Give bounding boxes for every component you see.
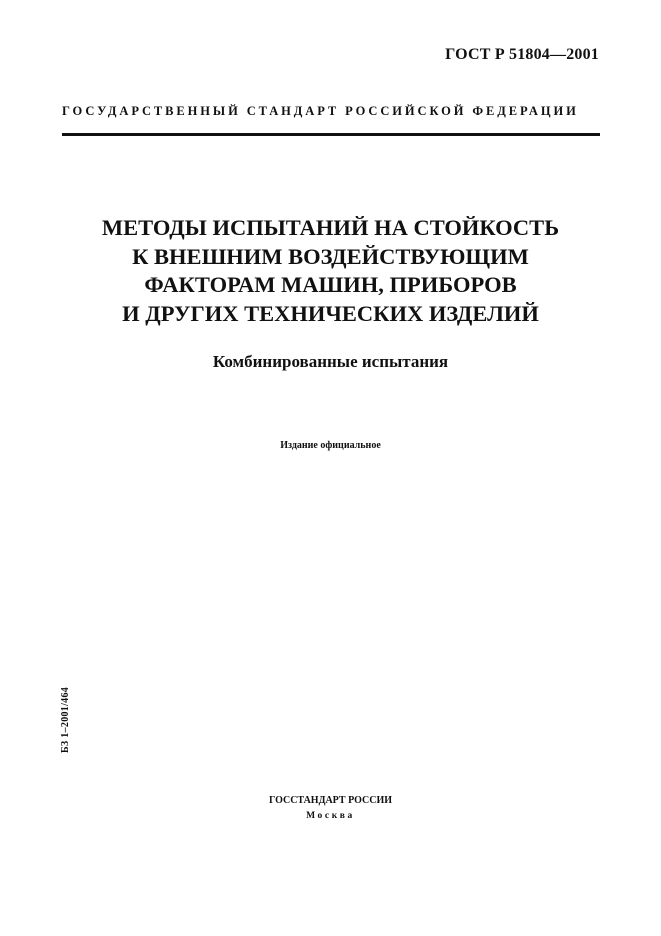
header-rule <box>62 133 600 136</box>
standard-header: ГОСУДАРСТВЕННЫЙ СТАНДАРТ РОССИЙСКОЙ ФЕДЕРАЦИИ <box>62 104 579 118</box>
document-code: ГОСТ Р 51804—2001 <box>445 46 599 63</box>
document-subtitle: Комбинированные испытания <box>212 352 449 371</box>
edition-note: Издание официальное <box>280 440 381 451</box>
title-line: И ДРУГИХ ТЕХНИЧЕСКИХ ИЗДЕЛИЙ <box>122 300 539 326</box>
title-line: МЕТОДЫ ИСПЫТАНИЙ НА СТОЙКОСТЬ <box>101 215 560 240</box>
publisher-name: ГОССТАНДАРТ РОССИИ <box>268 795 393 806</box>
document-title <box>40 214 621 328</box>
publisher-city: Москва <box>306 811 355 821</box>
title-line: ФАКТОРАМ МАШИН, ПРИБОРОВ <box>144 272 517 297</box>
title-line: К ВНЕШНИМ ВОЗДЕЙСТВУЮЩИМ <box>132 243 529 269</box>
side-catalog-code: БЗ 1–2001/464 <box>60 686 71 753</box>
